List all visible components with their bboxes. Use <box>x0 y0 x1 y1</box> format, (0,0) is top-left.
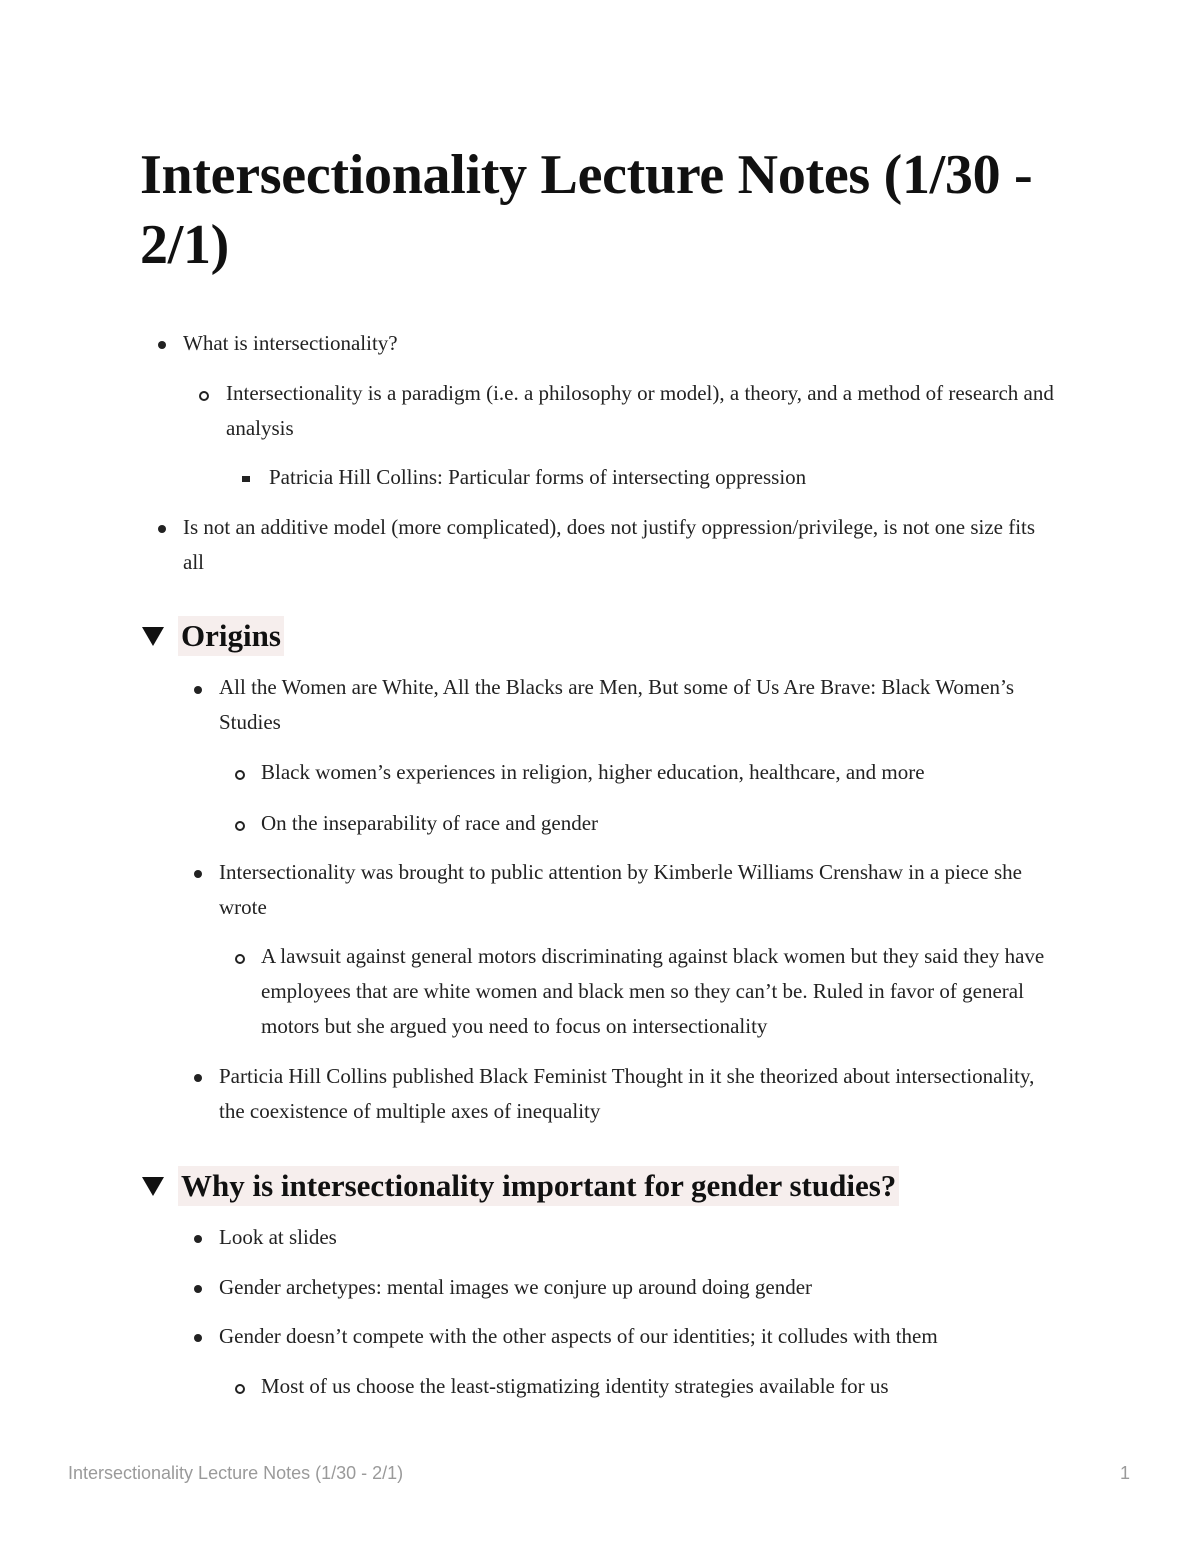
why-toggle[interactable] <box>142 1166 899 1206</box>
list-item-lawsuit: A lawsuit against general motors discriminating against black women but they said they have employees that are white women and black men so they can’t be. Ruled in favor of general motors but she argued you need to focus on intersectionality <box>261 944 1045 1038</box>
bullet-circle <box>235 954 245 964</box>
bullet-circle <box>235 770 245 780</box>
page-title: Intersectionality Lecture Notes (1/30 - 2/1) <box>140 144 1033 276</box>
origins-toggle[interactable] <box>142 616 284 656</box>
bullet-disc <box>194 1074 202 1082</box>
list-item-crenshaw: Intersectionality was brought to public attention by Kimberle Williams Crenshaw in a piece she wrote <box>219 860 1022 919</box>
bullet-disc <box>158 341 166 349</box>
bullet-disc <box>194 870 202 878</box>
bullet-disc <box>194 1235 202 1243</box>
list-item-experiences: Black women’s experiences in religion, higher education, healthcare, and more <box>261 760 925 784</box>
bullet-circle <box>235 1384 245 1394</box>
footer-title: Intersectionality Lecture Notes (1/30 - 2/1) <box>68 1463 404 1483</box>
bullet-circle <box>235 821 245 831</box>
toggle-arrow-icon[interactable] <box>142 627 164 646</box>
list-item-what-is: What is intersectionality? <box>183 331 398 355</box>
why-heading: Why is intersectionality important for gender studies? <box>178 1166 899 1206</box>
list-item-slides: Look at slides <box>219 1225 337 1249</box>
bullet-disc <box>194 1334 202 1342</box>
origins-heading: Origins <box>178 616 284 656</box>
bullet-disc <box>158 525 166 533</box>
list-item-particia: Particia Hill Collins published Black Feminist Thought in it she theorized about intersectionality, the coexistence of multiple axes of inequality <box>219 1064 1035 1123</box>
bullet-disc <box>194 1285 202 1293</box>
bullet-circle <box>199 391 209 401</box>
bullet-disc <box>194 686 202 694</box>
list-item-collins-forms: Patricia Hill Collins: Particular forms of intersecting oppression <box>269 465 807 489</box>
list-item-paradigm: Intersectionality is a paradigm (i.e. a philosophy or model), a theory, and a method of research and analysis <box>226 381 1054 440</box>
page-number: 1 <box>1119 1463 1130 1483</box>
list-item-strategies: Most of us choose the least-stigmatizing identity strategies available for us <box>261 1374 889 1398</box>
toggle-arrow-icon[interactable] <box>142 1177 164 1196</box>
list-item-inseparability: On the inseparability of race and gender <box>261 811 599 835</box>
list-item-compete: Gender doesn’t compete with the other aspects of our identities; it colludes with them <box>219 1324 938 1348</box>
list-item-book: All the Women are White, All the Blacks are Men, But some of Us Are Brave: Black Women’s Studies <box>219 675 1015 734</box>
bullet-square <box>242 476 250 482</box>
list-item-archetypes: Gender archetypes: mental images we conjure up around doing gender <box>219 1275 813 1299</box>
list-item-not-additive: Is not an additive model (more complicated), does not justify oppression/privilege, is not one size fits all <box>183 515 1036 574</box>
